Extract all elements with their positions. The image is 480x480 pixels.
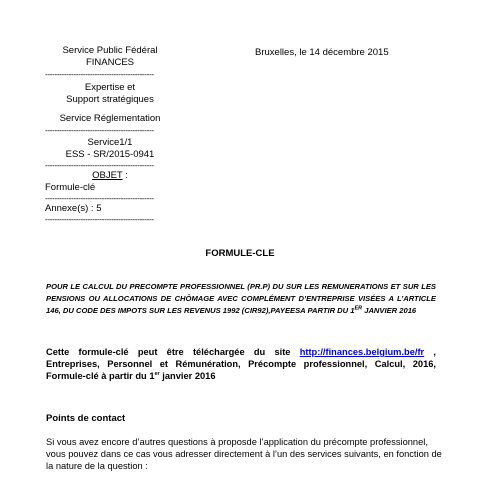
intro-superscript: ER [354, 305, 363, 312]
intro-paragraph [46, 281, 436, 317]
download-paragraph [46, 346, 436, 382]
letter-date: Bruxelles, le 14 décembre 2015 [255, 47, 389, 58]
sub-service: Service1/1 [87, 137, 133, 148]
objet-heading [45, 170, 175, 182]
contact-body: Si vous avez encore d’autres questions à proposde l’application du précompte professionnel, vous pouvez dans ce cas vous adresser directement à l’un des services suivants, en fonction de la nature de la question : [46, 437, 442, 471]
separator: ---------------------------------------------- [45, 194, 154, 203]
objet-colon: : [122, 170, 128, 181]
org-line-2: FINANCES [85, 57, 135, 68]
intro-text: POUR LE CALCUL DU PRECOMPTE PROFESSIONNEL (PR.P) DU SUR LES REMUNERATIONS ET SUR LES PENSIONS OU ALLOCATIONS DE CHÔMAGE AVEC COMPLÉMENT D’ENTREPRISE VISÉES A L’ARTICLE 146, DU CODE DES IMPOTS SUR LES REVENUS 1992 (CIR92),PAYEESA PARTIR DU 1 [46, 282, 436, 315]
contact-heading: Points de contact [46, 413, 126, 424]
annexes-count: Annexe(s) : 5 [45, 203, 102, 214]
download-superscript: er [154, 370, 160, 377]
objet-label: OBJET [92, 170, 123, 181]
dept-line-2: Support stratégiques [66, 94, 154, 105]
service-name: Service Réglementation [59, 113, 161, 124]
finances-link[interactable]: http://finances.belgium.be/fr [299, 347, 425, 357]
dept-line-1: Expertise et [84, 82, 136, 93]
separator: ---------------------------------------------- [45, 126, 154, 135]
download-tail: janvier 2016 [159, 371, 216, 381]
separator: ---------------------------------------------- [45, 215, 154, 224]
separator: ---------------------------------------------- [45, 161, 154, 170]
reference-number: ESS - SR/2015-0941 [65, 149, 155, 160]
separator: ---------------------------------------------- [45, 70, 154, 79]
download-middle: , Entreprises, Personnel et Rémunération, Précompte professionnel, Calcul, 2016, Formule-clé à partir du 1 [46, 347, 436, 381]
document-title: FORMULE-CLE [205, 248, 275, 259]
org-line-1: Service Public Fédéral [62, 45, 158, 56]
download-prefix: Cette formule-clé peut être téléchargée du site [46, 347, 300, 357]
objet-value: Formule-clé [45, 182, 96, 193]
intro-tail: JANVIER 2016 [362, 306, 417, 315]
